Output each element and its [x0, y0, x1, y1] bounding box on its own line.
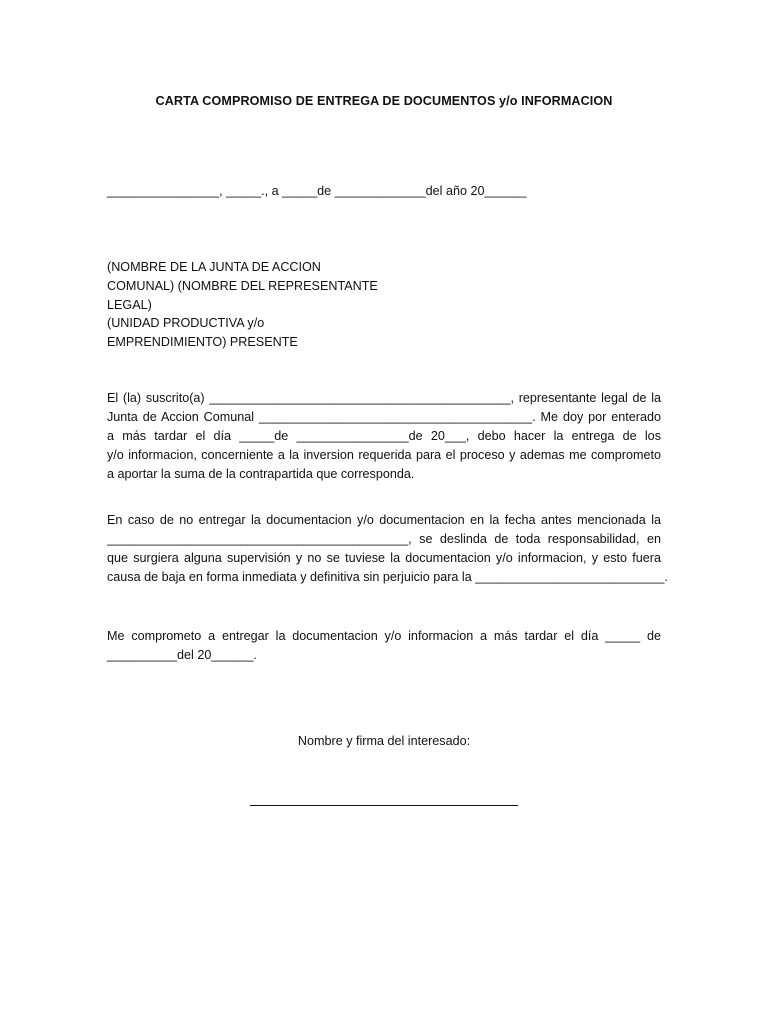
addressee-line: (UNIDAD PRODUCTIVA y/o	[107, 316, 265, 331]
paragraph-line: Junta de Accion Comunal _______________________________________. Me doy por enterado	[107, 410, 661, 424]
paragraph-line: a aportar la suma de la contrapartida que corresponda.	[107, 467, 415, 481]
addressee-line: (NOMBRE DE LA JUNTA DE ACCION	[107, 260, 321, 274]
signature-line	[250, 805, 518, 806]
paragraph-line: En caso de no entregar la documentacion y/o documentacion en la fecha antes mencionada la	[107, 513, 661, 527]
paragraph-line: causa de baja en forma inmediata y definitiva sin perjuicio para la ___________________________.	[107, 570, 668, 584]
document-title: CARTA COMPROMISO DE ENTREGA DE DOCUMENTOS y/o INFORMACION	[155, 94, 613, 108]
signature-label: Nombre y firma del interesado:	[297, 734, 471, 748]
paragraph-liability	[107, 511, 668, 587]
paragraph-commitment	[107, 389, 661, 484]
paragraph-line: a más tardar el día _____de ________________de 20___, debo hacer la entrega de los	[107, 429, 661, 443]
paragraph-delivery	[107, 627, 661, 665]
paragraph-line: __________del 20______.	[107, 648, 257, 662]
paragraph-line: ___________________________________________, se deslinda de toda responsabilidad, en	[107, 532, 661, 546]
paragraph-line: Me comprometo a entregar la documentacion y/o informacion a más tardar el día _____ de	[107, 629, 661, 643]
addressee-line: EMPRENDIMIENTO) PRESENTE	[107, 335, 298, 350]
addressee-block	[107, 258, 377, 352]
date-line: ________________, _____., a _____de _____________del año 20______	[107, 184, 527, 198]
paragraph-line: y/o informacion, concerniente a la inversion requerida para el proceso y ademas me comprometo	[107, 448, 661, 462]
addressee-line: LEGAL)	[107, 297, 152, 312]
addressee-line: COMUNAL) (NOMBRE DEL REPRESENTANTE	[107, 278, 378, 293]
paragraph-line: El (la) suscrito(a) ___________________________________________, representante legal de la	[107, 391, 661, 405]
paragraph-line: que surgiera alguna supervisión y no se tuviese la documentacion y/o informacion, y esto fuera	[107, 551, 661, 565]
